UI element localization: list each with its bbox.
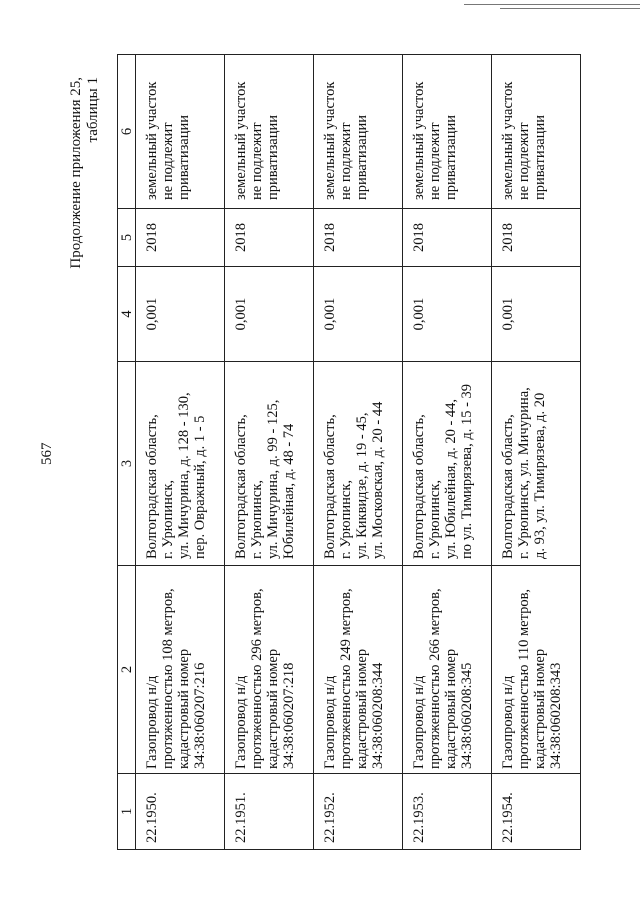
table-row (403, 55, 492, 850)
address-line: по ул. Тимирязева, д. 15 - 39 (459, 383, 475, 559)
title-line-1: Продолжение приложения 25, (68, 77, 84, 269)
object-line: протяженностью 110 метров, (516, 588, 532, 769)
row-number: 22.1951. (225, 774, 314, 850)
table-row (314, 55, 403, 850)
address-line: Волгоградская область, (411, 414, 427, 559)
address-line: г. Урюпинск, (160, 479, 176, 559)
object-line: Газопровод н/д (500, 675, 516, 769)
row-number: 22.1954. (492, 774, 581, 850)
area-value: 0,001 (492, 267, 581, 362)
note-line: земельный участок (500, 81, 516, 200)
privatization-note (403, 55, 492, 209)
address-line: пер. Овражный, д. 1 - 5 (192, 415, 208, 559)
address-line: Волгоградская область, (144, 414, 160, 559)
page-number: 567 (39, 442, 55, 465)
year-value: 2018 (136, 209, 225, 267)
note-line: земельный участок (233, 81, 249, 200)
object-description (225, 566, 314, 774)
object-line: кадастровый номер (265, 648, 281, 769)
object-line: 34:38:060208:344 (370, 662, 386, 769)
object-description (403, 566, 492, 774)
object-description (136, 566, 225, 774)
address-line: ул. Московская, д. 20 - 44 (370, 401, 386, 559)
object-address (403, 362, 492, 566)
year-value: 2018 (403, 209, 492, 267)
address-line: Волгоградская область, (322, 414, 338, 559)
address-line: г. Урюпинск, (249, 479, 265, 559)
row-number: 22.1953. (403, 774, 492, 850)
note-line: не подлежит (427, 122, 443, 200)
address-line: ул. Мичурина, д. 99 - 125, (265, 399, 281, 559)
note-line: не подлежит (516, 122, 532, 200)
object-line: кадастровый номер (443, 648, 459, 769)
note-line: не подлежит (160, 122, 176, 200)
address-line: Волгоградская область, (500, 414, 516, 559)
year-value: 2018 (225, 209, 314, 267)
object-line: протяженностью 266 метров, (427, 588, 443, 769)
object-line: 34:38:060207:216 (192, 662, 208, 769)
object-line: Газопровод н/д (233, 675, 249, 769)
year-value: 2018 (314, 209, 403, 267)
object-description (492, 566, 581, 774)
object-line: Газопровод н/д (144, 675, 160, 769)
appendix-continuation-title (68, 77, 102, 269)
address-line: г. Урюпинск, ул. Мичурина, (516, 387, 532, 559)
column-number: 6 (118, 55, 136, 209)
address-line: г. Урюпинск, (427, 479, 443, 559)
table-row (492, 55, 581, 850)
object-line: Газопровод н/д (411, 675, 427, 769)
table-row (136, 55, 225, 850)
privatization-note (225, 55, 314, 209)
area-value: 0,001 (314, 267, 403, 362)
object-line: кадастровый номер (532, 648, 548, 769)
address-line: г. Урюпинск, (338, 479, 354, 559)
title-line-2: таблицы 1 (85, 77, 101, 143)
object-line: 34:38:060208:343 (548, 662, 564, 769)
address-line: ул. Юбилейная, д. 20 - 44, (443, 398, 459, 559)
note-line: не подлежит (338, 122, 354, 200)
object-line: протяженностью 108 метров, (160, 588, 176, 769)
address-line: ул. Киквидзе, д. 19 - 45, (354, 412, 370, 559)
column-number: 3 (118, 362, 136, 566)
object-line: кадастровый номер (354, 648, 370, 769)
table-row (225, 55, 314, 850)
privatization-note (314, 55, 403, 209)
object-line: протяженностью 249 метров, (338, 588, 354, 769)
object-line: кадастровый номер (176, 648, 192, 769)
object-line: 34:38:060208:345 (459, 662, 475, 769)
column-number: 2 (118, 566, 136, 774)
column-number-row (118, 55, 136, 850)
property-table (117, 54, 581, 850)
object-address (314, 362, 403, 566)
note-line: приватизации (532, 114, 548, 200)
note-line: не подлежит (249, 122, 265, 200)
address-line: Юбилейная, д. 48 - 74 (281, 423, 297, 559)
area-value: 0,001 (403, 267, 492, 362)
object-line: протяженностью 296 метров, (249, 588, 265, 769)
note-line: приватизации (176, 114, 192, 200)
row-number: 22.1952. (314, 774, 403, 850)
object-line: 34:38:060207:218 (281, 662, 297, 769)
object-line: Газопровод н/д (322, 675, 338, 769)
address-line: Волгоградская область, (233, 414, 249, 559)
address-line: д. 93, ул. Тимирязева, д. 20 (532, 392, 548, 559)
note-line: земельный участок (144, 81, 160, 200)
privatization-note (136, 55, 225, 209)
object-address (136, 362, 225, 566)
privatization-note (492, 55, 581, 209)
column-number: 4 (118, 267, 136, 362)
address-line: ул. Мичурина, д. 128 - 130, (176, 392, 192, 559)
year-value: 2018 (492, 209, 581, 267)
object-address (492, 362, 581, 566)
note-line: приватизации (354, 114, 370, 200)
object-description (314, 566, 403, 774)
note-line: приватизации (265, 114, 281, 200)
column-number: 1 (118, 774, 136, 850)
row-number: 22.1950. (136, 774, 225, 850)
object-address (225, 362, 314, 566)
note-line: земельный участок (411, 81, 427, 200)
note-line: приватизации (443, 114, 459, 200)
note-line: земельный участок (322, 81, 338, 200)
column-number: 5 (118, 209, 136, 267)
area-value: 0,001 (136, 267, 225, 362)
area-value: 0,001 (225, 267, 314, 362)
